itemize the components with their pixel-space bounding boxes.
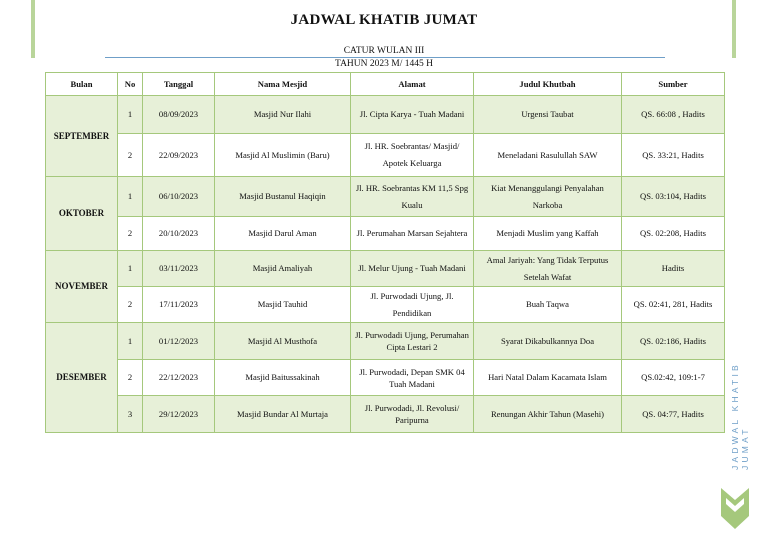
cell-tanggal: 29/12/2023 [143, 396, 215, 433]
cell-tanggal: 06/10/2023 [143, 177, 215, 217]
cell-no: 3 [118, 396, 143, 433]
cell-judul: Urgensi Taubat [474, 96, 622, 134]
cell-no: 1 [118, 323, 143, 360]
header-judul-khutbah: Judul Khutbah [474, 73, 622, 96]
cell-sumber: Hadits [622, 251, 725, 287]
cell-alamat: Jl. Melur Ujung - Tuah Madani [351, 251, 474, 287]
cell-masjid: Masjid Tauhid [215, 287, 351, 323]
header-nama-mesjid: Nama Mesjid [215, 73, 351, 96]
table-row [46, 96, 725, 134]
table-row [46, 396, 725, 433]
cell-tanggal: 08/09/2023 [143, 96, 215, 134]
month-cell: DESEMBER [46, 323, 118, 433]
cell-tanggal: 17/11/2023 [143, 287, 215, 323]
cell-sumber: QS. 66:08 , Hadits [622, 96, 725, 134]
cell-sumber: QS. 33:21, Hadits [622, 134, 725, 177]
cell-no: 2 [118, 217, 143, 251]
cell-masjid: Masjid Bundar Al Murtaja [215, 396, 351, 433]
cell-alamat: Jl. Perumahan Marsan Sejahtera [351, 217, 474, 251]
cell-sumber: QS. 04:77, Hadits [622, 396, 725, 433]
cell-judul: Kiat Menanggulangi Penyalahan Narkoba [474, 177, 622, 217]
header-bulan: Bulan [46, 73, 118, 96]
table-row [46, 134, 725, 177]
table-row [46, 287, 725, 323]
cell-alamat: Jl. HR. Soebrantas KM 11,5 Spg Kualu [351, 177, 474, 217]
cell-alamat: Jl. Purwodadi Ujung, Perumahan Cipta Lestari 2 [351, 323, 474, 360]
cell-alamat: Jl. Purwodadi, Depan SMK 04 Tuah Madani [351, 360, 474, 396]
cell-no: 2 [118, 287, 143, 323]
header-tanggal: Tanggal [143, 73, 215, 96]
cell-masjid: Masjid Amaliyah [215, 251, 351, 287]
cell-judul: Syarat Dikabulkannya Doa [474, 323, 622, 360]
cell-judul: Meneladani Rasulullah SAW [474, 134, 622, 177]
table-row [46, 217, 725, 251]
page-title: JADWAL KHATIB JUMAT [290, 12, 478, 28]
cell-sumber: QS. 03:104, Hadits [622, 177, 725, 217]
cell-masjid: Masjid Nur Ilahi [215, 96, 351, 134]
cell-no: 2 [118, 134, 143, 177]
cell-sumber: QS. 02:186, Hadits [622, 323, 725, 360]
table-row [46, 360, 725, 396]
month-cell: OKTOBER [46, 177, 118, 251]
cell-alamat: Jl. Purwodadi, Jl. Revolusi/ Paripurna [351, 396, 474, 433]
table-row [46, 251, 725, 287]
cell-masjid: Masjid Al Musthofa [215, 323, 351, 360]
cell-tanggal: 01/12/2023 [143, 323, 215, 360]
header-no: No [118, 73, 143, 96]
cell-masjid: Masjid Al Muslimin (Baru) [215, 134, 351, 177]
cell-no: 1 [118, 177, 143, 217]
side-vertical-title: JADWAL KHATIB JUMAT [730, 362, 750, 470]
cell-tanggal: 03/11/2023 [143, 251, 215, 287]
table-header-row [46, 73, 725, 96]
month-cell: SEPTEMBER [46, 96, 118, 177]
cell-judul: Menjadi Muslim yang Kaffah [474, 217, 622, 251]
cell-sumber: QS. 02:41, 281, Hadits [622, 287, 725, 323]
schedule-table [45, 72, 725, 433]
cell-no: 2 [118, 360, 143, 396]
cell-sumber: QS.02:42, 109:1-7 [622, 360, 725, 396]
cell-tanggal: 22/12/2023 [143, 360, 215, 396]
cell-judul: Buah Taqwa [474, 287, 622, 323]
table-row [46, 323, 725, 360]
cell-no: 1 [118, 251, 143, 287]
cell-masjid: Masjid Bustanul Haqiqin [215, 177, 351, 217]
cell-tanggal: 20/10/2023 [143, 217, 215, 251]
cell-sumber: QS. 02:208, Hadits [622, 217, 725, 251]
header-alamat: Alamat [351, 73, 474, 96]
title-divider [105, 57, 665, 58]
header-sumber: Sumber [622, 73, 725, 96]
cell-no: 1 [118, 96, 143, 134]
cell-alamat: Jl. HR. Soebrantas/ Masjid/ Apotek Keluarga [351, 134, 474, 177]
cell-masjid: Masjid Baitussakinah [215, 360, 351, 396]
table-row [46, 177, 725, 217]
cell-judul: Amal Jariyah: Yang Tidak Terputus Setelah Wafat [474, 251, 622, 287]
month-cell: NOVEMBER [46, 251, 118, 323]
cell-masjid: Masjid Darul Aman [215, 217, 351, 251]
cell-judul: Hari Natal Dalam Kacamata Islam [474, 360, 622, 396]
cell-tanggal: 22/09/2023 [143, 134, 215, 177]
cell-judul: Renungan Akhir Tahun (Masehi) [474, 396, 622, 433]
subtitle-year: TAHUN 2023 M/ 1445 H [335, 59, 433, 69]
chevron-down-icon [720, 488, 750, 530]
cell-alamat: Jl. Purwodadi Ujung, Jl. Pendidikan [351, 287, 474, 323]
cell-alamat: Jl. Cipta Karya - Tuah Madani [351, 96, 474, 134]
subtitle-period: CATUR WULAN III [343, 46, 425, 56]
